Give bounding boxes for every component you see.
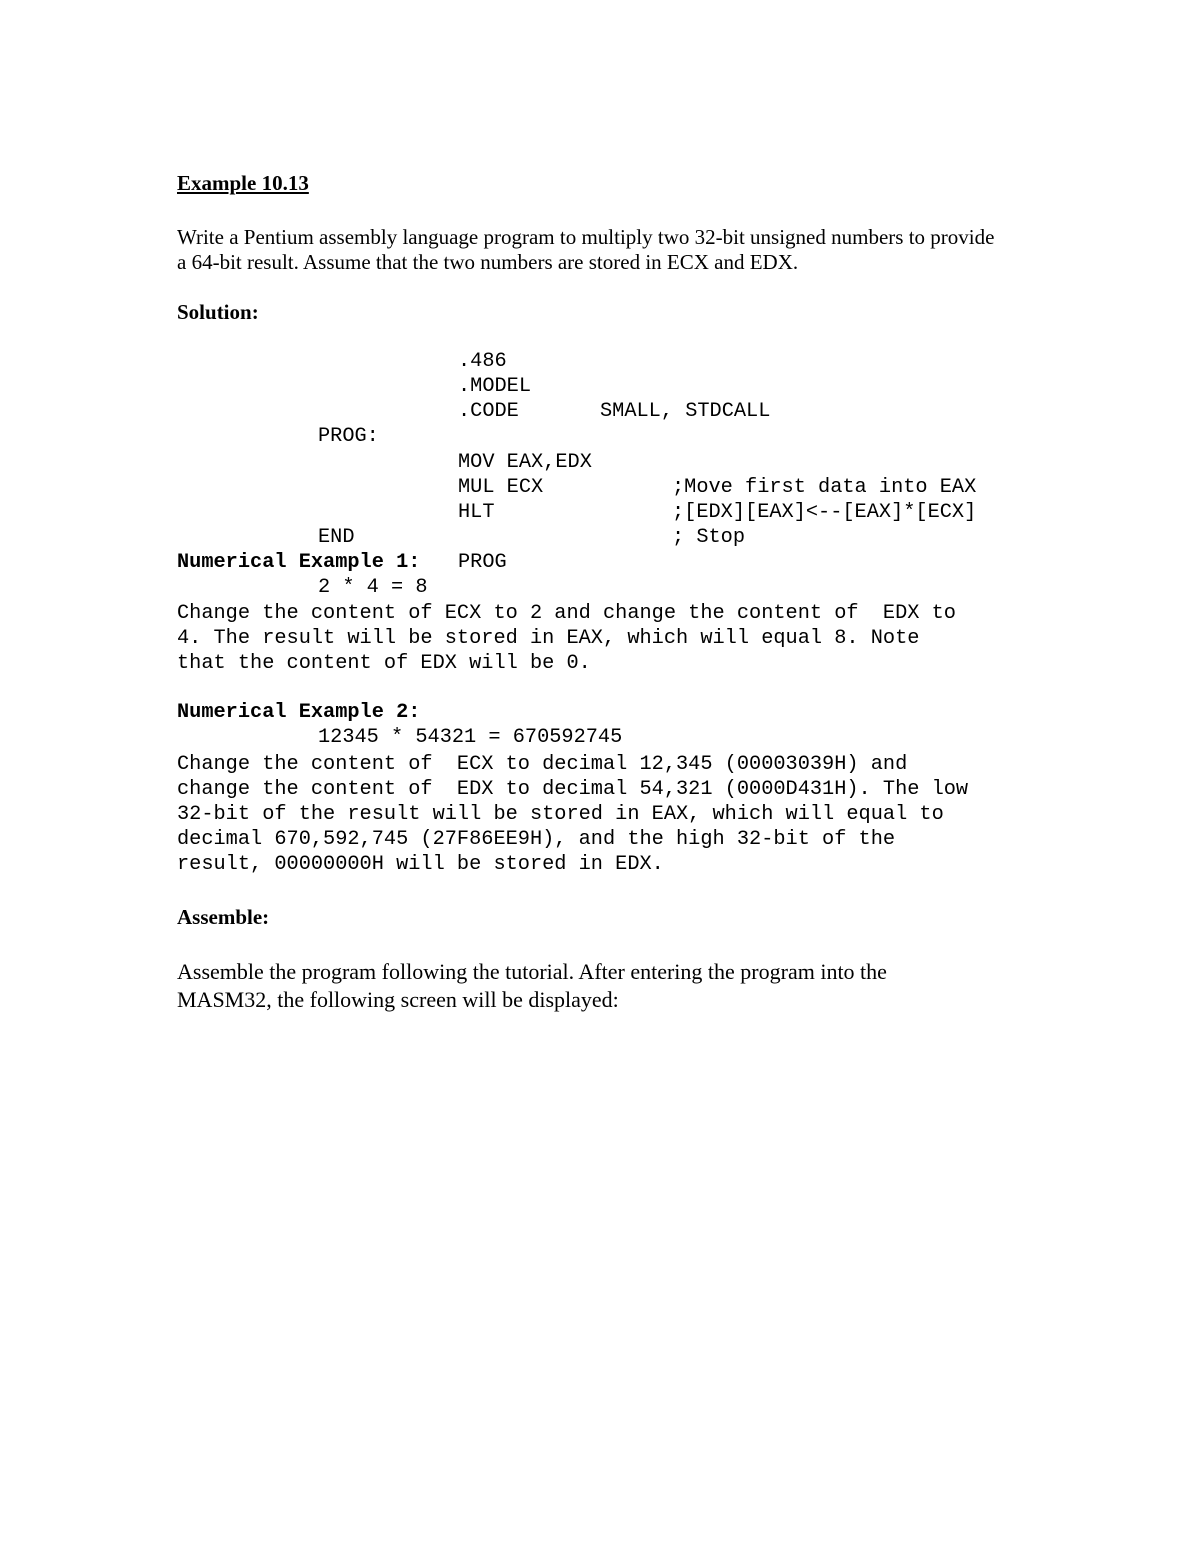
example-2-text-line: decimal 670,592,745 (27F86EE9H), and the high 32-bit of the [177,828,896,851]
solution-heading: Solution: [177,300,259,324]
assemble-text-line-2: MASM32, the following screen will be displayed: [177,987,619,1012]
example-2-text-line: result, 00000000H will be stored in EDX. [177,853,664,876]
code-line [0,324,1200,373]
code-directive: .486 [458,350,507,373]
numerical-example-2-equation: 12345 * 54321 = 670592745 [318,726,623,749]
example-2-text-line: change the content of EDX to decimal 54,321 (0000D431H). The low [177,778,969,801]
numerical-example-1-equation: 2 * 4 = 8 [318,576,428,599]
code-label: PROG: [318,425,379,448]
task-text-line-2: a 64-bit result. Assume that the two numbers are stored in ECX and EDX. [177,250,799,274]
code-directive: .CODE [458,400,519,423]
example-2-text-line: Change the content of ECX to decimal 12,345 (00003039H) and [177,753,908,776]
example-1-text-line: Change the content of ECX to 2 and change the content of EDX to [177,602,956,625]
example-2-text-line: 32-bit of the result will be stored in EAX, which will equal to [177,803,944,826]
assemble-text-line-1: Assemble the program following the tutorial. After entering the program into the [177,959,887,984]
code-line [0,399,1200,448]
numerical-example-2-heading: Numerical Example 2: [177,701,421,724]
code-instruction: PROG [458,551,507,574]
code-comment: ;Move first data into EAX [672,476,977,499]
example-1-text-line: that the content of EDX will be 0. [177,652,591,675]
example-1-text-line: 4. The result will be stored in EAX, which will equal 8. Note [177,627,920,650]
assemble-heading: Assemble: [177,905,270,929]
code-instruction: MUL ECX [458,476,544,499]
code-comment: ; Stop [672,526,746,549]
code-directive: .MODEL [458,375,532,398]
code-instruction: HLT [458,501,495,524]
code-comment: ;[EDX][EAX]<--[EAX]*[ECX] [672,501,977,524]
example-title: Example 10.13 [177,171,309,195]
numerical-example-1-heading: Numerical Example 1: [177,551,421,574]
code-label: END [318,526,355,549]
code-instruction: MOV EAX,EDX [458,451,592,474]
code-argument: SMALL, STDCALL [600,400,771,423]
task-text-line-1: Write a Pentium assembly language program to multiply two 32-bit unsigned numbers to provide [177,225,995,249]
